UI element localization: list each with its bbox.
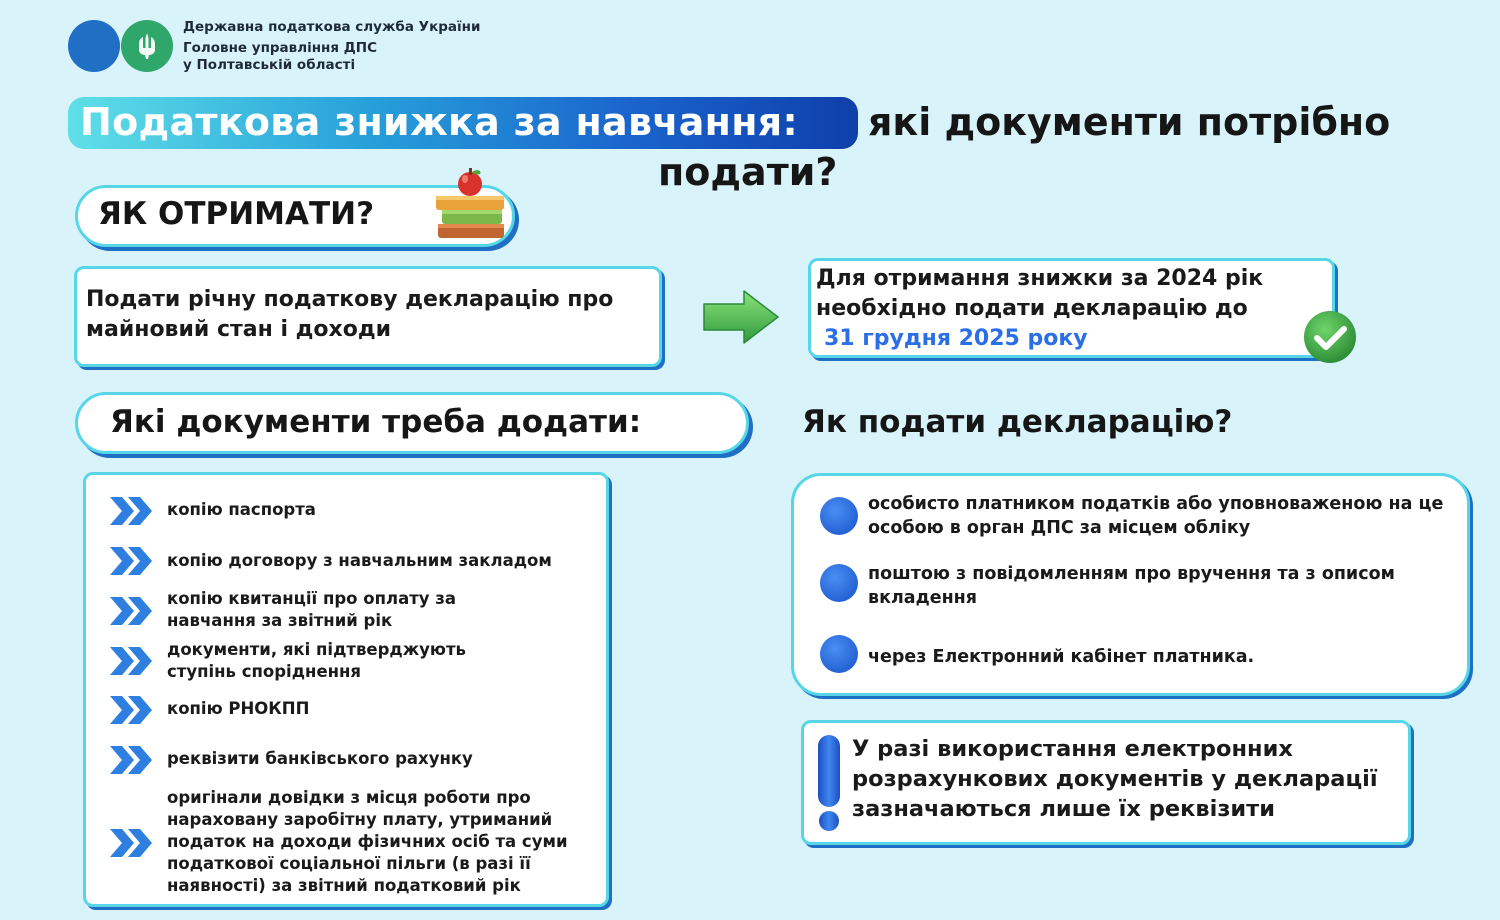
logo-circle-blue (68, 20, 120, 72)
double-chevron-icon (108, 494, 156, 528)
arrow-right-icon (700, 288, 782, 346)
books-apple-icon (434, 168, 508, 244)
document-item: документи, які підтверджують ступінь споріднення (167, 640, 466, 681)
deadline-text: Для отримання знижки за 2024 рік необхідно подати декларацію до (816, 266, 1264, 321)
deadline-date: 31 грудня 2025 року (824, 326, 1088, 351)
bullet-dot-icon (820, 564, 858, 602)
page-title-highlight: Податкова знижка за навчання: (80, 100, 798, 144)
double-chevron-icon (108, 594, 156, 628)
documents-heading: Які документи треба додати: (110, 404, 642, 440)
double-chevron-icon (108, 644, 156, 678)
how-to-submit-heading: Як подати декларацію? (802, 404, 1233, 440)
note-text: У разі використання електронних розрахункових документів у декларації зазначаються лише їх реквізити (852, 736, 1378, 822)
bullet-dot-icon (820, 635, 858, 673)
exclamation-icon (815, 733, 843, 833)
page-title-line-2: подати? (658, 150, 838, 194)
agency-line-3: у Полтавській області (183, 57, 356, 73)
document-item: реквізити банківського рахунку (167, 749, 473, 768)
double-chevron-icon (108, 826, 156, 860)
submission-method: особисто платником податків або уповноваженою на це особою в орган ДПС за місцем обліку (868, 494, 1444, 538)
document-item: копію РНОКПП (167, 699, 310, 718)
agency-line-1: Державна податкова служба України (183, 19, 481, 35)
file-declaration-text: Подати річну податкову декларацію про майновий стан і доходи (86, 287, 614, 342)
double-chevron-icon (108, 743, 156, 777)
checkmark-icon (1302, 309, 1358, 365)
agency-line-2: Головне управління ДПС (183, 40, 377, 56)
document-item: копію квитанції про оплату за навчання за звітний рік (167, 589, 456, 630)
double-chevron-icon (108, 693, 156, 727)
document-item: копію договору з навчальним закладом (167, 551, 552, 570)
page-title-line-1: які документи потрібно (868, 100, 1391, 144)
how-to-get-heading: ЯК ОТРИМАТИ? (98, 196, 375, 232)
submission-method: поштою з повідомленням про вручення та з описом вкладення (868, 564, 1395, 608)
agency-name (183, 19, 480, 74)
document-item: копію паспорта (167, 500, 316, 519)
submission-method: через Електронний кабінет платника. (868, 647, 1255, 667)
document-item: оригінали довідки з місця роботи про нараховану заробітну плату, утриманий податок на доходи фізичних осіб та суми податкової соціальної пільги (в разі її наявності) за звітний податковий рік (167, 788, 568, 895)
logo-circle-green (121, 20, 173, 72)
trident-icon (137, 32, 157, 60)
double-chevron-icon (108, 544, 156, 578)
bullet-dot-icon (820, 497, 858, 535)
